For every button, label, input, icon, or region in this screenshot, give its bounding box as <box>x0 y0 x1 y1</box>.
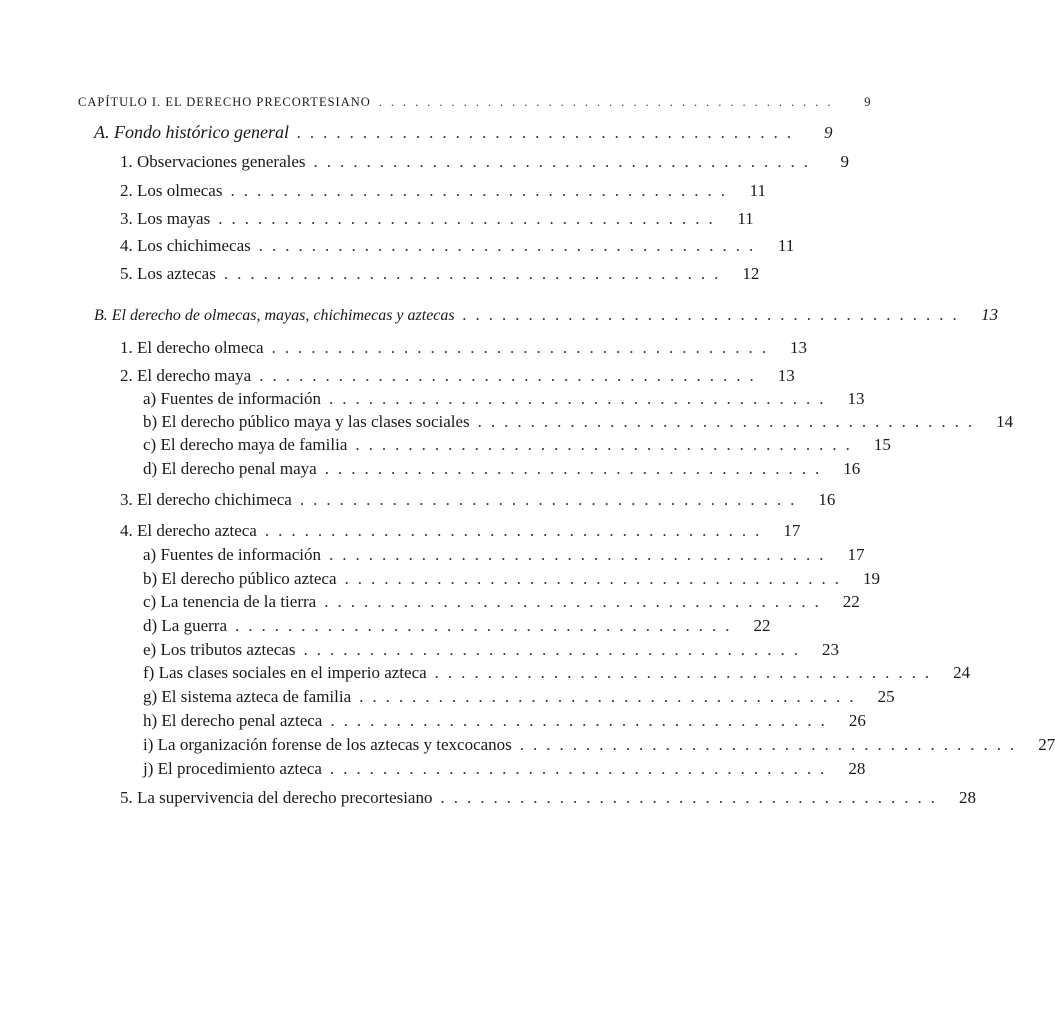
toc-entry-title: B. El derecho de olmecas, mayas, chichimecas y aztecas <box>94 307 455 324</box>
toc-entry-title: 1. El derecho olmeca <box>120 338 264 357</box>
toc-entry <box>143 412 1014 434</box>
toc-entry <box>143 389 865 411</box>
toc-leader-dots: ...................................... <box>440 788 944 807</box>
toc-entry-page: 22 <box>753 616 771 635</box>
toc-leader-dots: ...................................... <box>313 152 818 171</box>
toc-entry-page: 13 <box>981 305 999 324</box>
toc-leader-dots: ...................................... <box>264 521 769 540</box>
toc-entry <box>143 735 1055 757</box>
toc-leader-dots: ...................................... <box>259 366 763 385</box>
toc-entry-title: e) Los tributos aztecas <box>143 640 296 659</box>
toc-entry <box>120 152 850 174</box>
toc-entry-title: a) Fuentes de información <box>143 545 321 564</box>
toc-entry-title: A. Fondo histórico general <box>94 122 289 142</box>
toc-entry-title: a) Fuentes de información <box>143 389 321 408</box>
toc-entry <box>120 209 754 231</box>
toc-entry-page: 12 <box>742 264 760 283</box>
toc-entry-page: 9 <box>864 95 872 109</box>
toc-entry-title: 3. Los mayas <box>120 209 211 228</box>
toc-entry-title: 1. Observaciones generales <box>120 152 306 171</box>
toc-entry <box>120 264 760 286</box>
toc-entry-page: 16 <box>843 459 861 478</box>
toc-entry <box>120 236 795 258</box>
toc-entry-page: 25 <box>877 687 895 706</box>
toc-entry-title: i) La organización forense de los aztecas y texcocanos <box>143 735 512 754</box>
toc-entry <box>143 687 895 709</box>
toc-entry-title: 5. La supervivencia del derecho precortesiano <box>120 788 433 807</box>
toc-entry-title: d) El derecho penal maya <box>143 459 317 478</box>
toc-entry <box>120 788 976 810</box>
toc-entry-page: 13 <box>777 366 795 385</box>
toc-entry-title: c) El derecho maya de familia <box>143 435 348 454</box>
toc-leader-dots: ...................................... <box>271 338 775 357</box>
toc-entry-chapter <box>78 92 872 114</box>
toc-entry-section-b <box>94 305 999 327</box>
toc-entry-title: h) El derecho penal azteca <box>143 711 323 730</box>
toc-entry-page: 24 <box>953 663 971 682</box>
toc-leader-dots: ...................................... <box>324 459 829 478</box>
toc-entry <box>143 711 866 733</box>
toc-leader-dots: ...................................... <box>434 663 939 682</box>
toc-entry-page: 17 <box>847 545 865 564</box>
toc-entry-title: 3. El derecho chichimeca <box>120 490 292 509</box>
toc-entry-section-a <box>94 122 833 144</box>
toc-leader-dots: ...................................... <box>223 264 728 283</box>
toc-entry <box>143 545 865 567</box>
toc-leader-dots: ...................................... <box>324 592 828 611</box>
toc-entry-page: 19 <box>863 569 881 588</box>
toc-entry-title: 2. Los olmecas <box>120 181 223 200</box>
toc-entry-page: 23 <box>821 640 839 659</box>
toc-entry-title: b) El derecho público maya y las clases sociales <box>143 412 470 431</box>
toc-entry-page: 14 <box>996 412 1014 431</box>
toc-entry <box>120 521 801 543</box>
toc-leader-dots: ...................................... <box>235 616 739 635</box>
toc-entry-page: 22 <box>842 592 860 611</box>
toc-entry-title: c) La tenencia de la tierra <box>143 592 317 611</box>
toc-entry-title: 2. El derecho maya <box>120 366 252 385</box>
toc-entry-page: 9 <box>823 123 833 142</box>
toc-leader-dots: ...................................... <box>378 95 840 109</box>
toc-entry <box>143 616 771 638</box>
toc-entry-page: 9 <box>840 152 850 171</box>
toc-entry-page: 28 <box>848 759 866 778</box>
toc-leader-dots: ...................................... <box>296 123 801 142</box>
toc-entry-title: d) La guerra <box>143 616 228 635</box>
toc-leader-dots: ...................................... <box>359 687 863 706</box>
toc-entry-title: CAPÍTULO I. EL DERECHO PRECORTESIANO <box>78 95 371 109</box>
toc-entry-title: 4. Los chichimecas <box>120 236 251 255</box>
toc-leader-dots: ...................................... <box>328 545 833 564</box>
toc-leader-dots: ...................................... <box>519 735 1024 754</box>
toc-entry <box>143 759 866 781</box>
toc-entry-page: 13 <box>847 389 865 408</box>
toc-entry-page: 28 <box>958 788 976 807</box>
toc-leader-dots: ...................................... <box>477 412 982 431</box>
toc-leader-dots: ...................................... <box>218 209 722 228</box>
toc-leader-dots: ...................................... <box>329 759 834 778</box>
toc-entry-title: j) El procedimiento azteca <box>143 759 322 778</box>
toc-entry-page: 11 <box>749 181 766 200</box>
toc-leader-dots: ...................................... <box>344 569 849 588</box>
toc-entry-title: g) El sistema azteca de familia <box>143 687 352 706</box>
toc-entry-title: 5. Los aztecas <box>120 264 216 283</box>
toc-entry-title: b) El derecho público azteca <box>143 569 337 588</box>
toc-leader-dots: ...................................... <box>355 435 859 454</box>
toc-entry-title: f) Las clases sociales en el imperio azteca <box>143 663 427 682</box>
toc-leader-dots: ...................................... <box>230 181 734 200</box>
toc-entry <box>120 490 836 512</box>
toc-entry-title: 4. El derecho azteca <box>120 521 257 540</box>
toc-entry <box>143 592 860 614</box>
toc-leader-dots: ...................................... <box>330 711 834 730</box>
toc-entry-page: 17 <box>783 521 801 540</box>
toc-entry <box>143 435 891 457</box>
toc-entry-page: 27 <box>1038 735 1055 754</box>
toc-entry-page: 26 <box>848 711 866 730</box>
toc-leader-dots: ...................................... <box>299 490 804 509</box>
toc-leader-dots: ...................................... <box>303 640 807 659</box>
toc-entry <box>143 640 839 662</box>
toc-entry <box>120 366 795 388</box>
toc-entry-page: 11 <box>777 236 795 255</box>
toc-entry <box>143 459 861 481</box>
toc-entry-page: 15 <box>873 435 891 454</box>
toc-entry <box>120 181 766 203</box>
toc-entry <box>143 663 971 685</box>
toc-entry-page: 16 <box>818 490 836 509</box>
toc-entry <box>143 569 881 591</box>
toc-leader-dots: ...................................... <box>328 389 833 408</box>
toc-leader-dots: ...................................... <box>462 305 967 324</box>
toc-entry <box>120 338 807 360</box>
toc-entry-page: 11 <box>737 209 754 228</box>
toc-entry-page: 13 <box>790 338 807 357</box>
toc-leader-dots: ...................................... <box>258 236 763 255</box>
